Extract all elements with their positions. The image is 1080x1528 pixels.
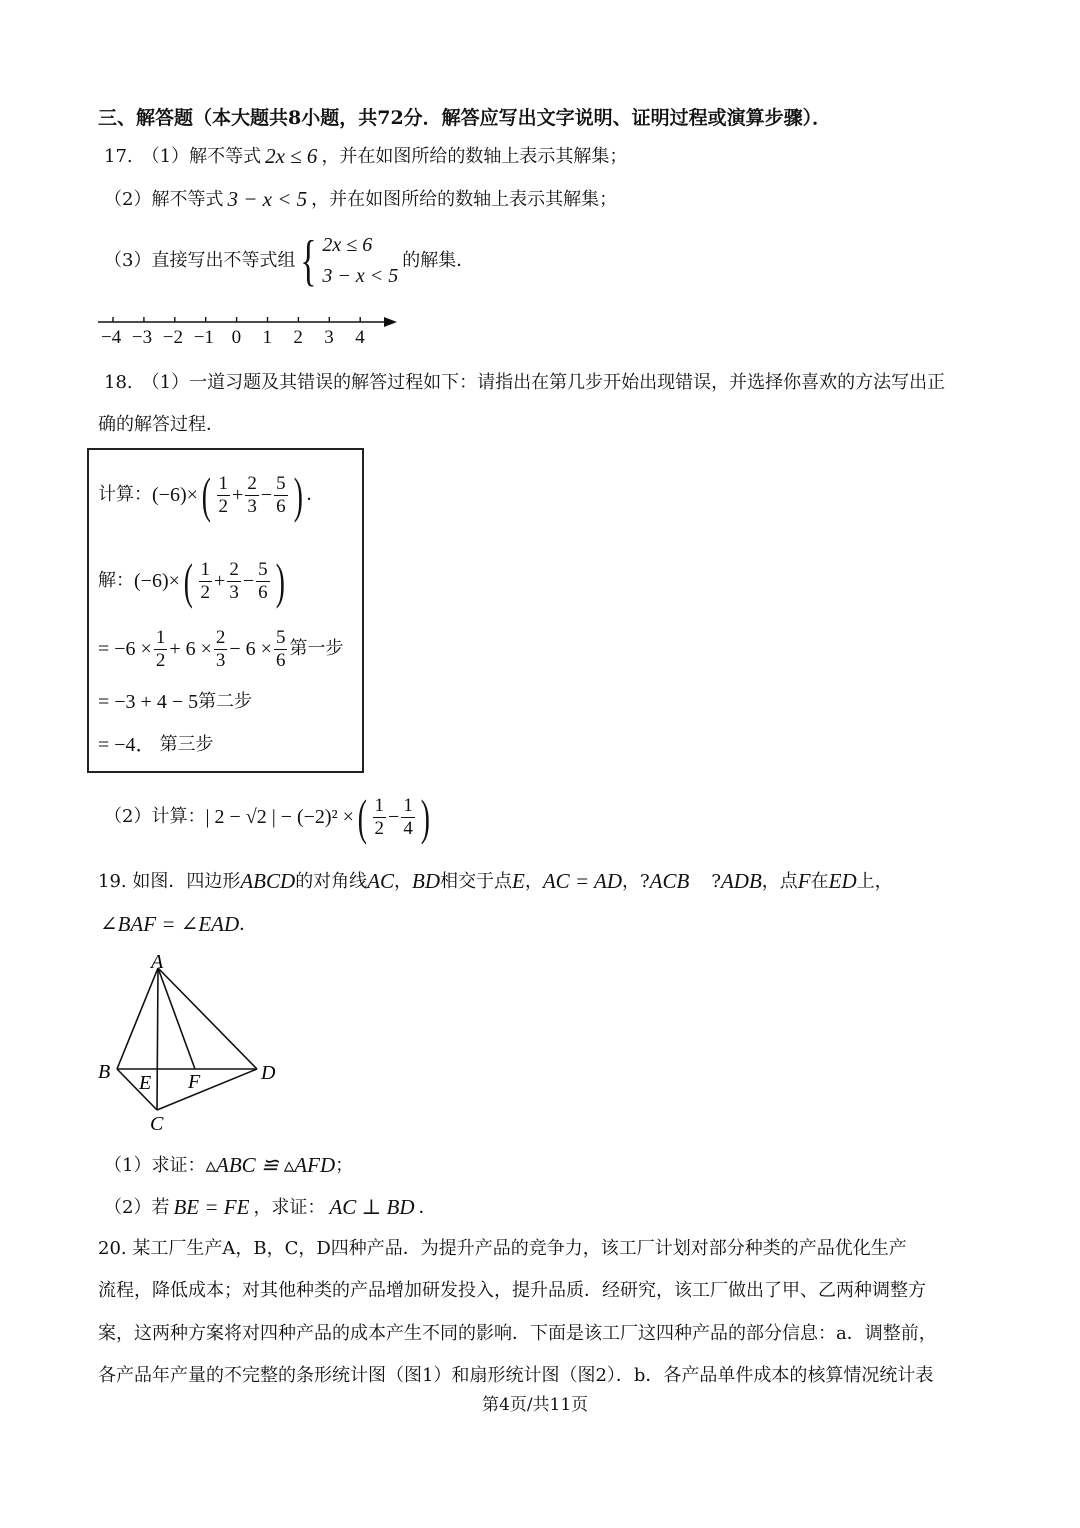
denominator: 6 (258, 581, 268, 603)
denominator: 4 (403, 817, 413, 839)
q20-line3: 案，这两种方案将对四种产品的成本产生不同的影响．下面是该工厂这四种产品的部分信息：a．调整前， (98, 1323, 937, 1344)
segment-AB (117, 968, 158, 1069)
segment-AD (158, 968, 257, 1069)
fraction (401, 796, 415, 839)
fraction (256, 560, 270, 603)
fraction (217, 474, 231, 517)
q17-part2-prefix: （2）解不等式 (104, 188, 224, 210)
numerator: 1 (374, 794, 385, 816)
label-A: A (151, 951, 164, 973)
q17-part3-prefix: （3）直接写出不等式组 (104, 250, 296, 271)
step1-label: 第一步 (289, 638, 344, 660)
number-line-tick-label: −2 (162, 327, 184, 348)
number-line-tick-label: 2 (293, 327, 303, 348)
fraction (274, 474, 288, 517)
q19-text: 19. 如图．四边形 (98, 870, 241, 892)
fraction (199, 560, 213, 603)
q19-part1-suffix: ； (335, 1154, 354, 1176)
step1-part-b: + 6 × (169, 638, 212, 661)
solution-label: 解： (98, 570, 134, 591)
step1-part-a: = −6 × (98, 638, 152, 661)
numerator: 5 (276, 472, 286, 494)
q19-text: 在 (810, 870, 829, 892)
quadrilateral-figure (90, 948, 290, 1138)
step3-label: 第三步 (159, 734, 214, 755)
q17-part3-suffix: 的解集． (402, 250, 475, 271)
q17-part2 (104, 189, 617, 210)
denominator: 2 (374, 817, 385, 839)
right-paren: ) (293, 467, 303, 523)
q17-part1-suffix: ，并在如图所给的数轴上表示其解集； (321, 145, 628, 167)
q19-text: ，? (621, 870, 650, 892)
denominator: 2 (218, 495, 229, 517)
q18-intro-line1: 18. （1）一道习题及其错误的解答过程如下：请指出在第几步开始出现错误，并选择你喜欢的方法写出正 (104, 372, 946, 393)
system-line-2: 3 − x < 5 (322, 265, 399, 287)
system-line-1: 2x ≤ 6 (322, 234, 373, 256)
numerator: 5 (258, 558, 268, 580)
q19-math: ABCD (240, 869, 296, 893)
q19-part1 (104, 1155, 353, 1176)
denominator: 3 (229, 581, 239, 603)
q18-intro-line2: 确的解答过程． (98, 414, 224, 435)
number-line-tick-label: −4 (101, 327, 122, 348)
step2-expr: = −3 + 4 − 5 (98, 691, 199, 713)
q19-part2-expr1: BE = FE (173, 1195, 250, 1219)
q17-part3 (104, 230, 474, 292)
numerator: 5 (275, 627, 286, 648)
q18-part2-prefix: （2）计算： (104, 806, 206, 827)
q19-math: BD (412, 869, 441, 893)
label-B: B (98, 1061, 111, 1083)
numerator: 1 (218, 472, 229, 494)
label-F: F (188, 1071, 201, 1093)
number-line-tick-label: −1 (193, 327, 214, 348)
box-step1 (98, 628, 343, 671)
q19-line2-end: ． (239, 913, 258, 935)
denominator: 6 (275, 649, 286, 671)
segment-CD (157, 1069, 257, 1110)
numerator: 2 (215, 627, 226, 648)
right-paren: ) (420, 789, 430, 845)
q18-part2: （2）计算： | 2 − √2 | − (−2)² × ( $\frac{1}{2}$ − $\frac{1}{4}$ ) (104, 789, 430, 845)
denominator: 6 (276, 495, 286, 517)
q19-part2-suffix: ． (418, 1196, 437, 1218)
fraction (373, 796, 387, 839)
fraction (154, 628, 168, 671)
left-paren: ( (357, 789, 367, 845)
number-line-tick-label: 0 (231, 327, 242, 348)
solution-prefix: (−6)× (134, 570, 180, 592)
fraction (214, 628, 228, 671)
segment-AF (158, 968, 195, 1069)
denominator: 2 (155, 649, 166, 671)
numerator: 1 (155, 627, 166, 648)
box-step2 (98, 692, 252, 712)
numerator: 1 (200, 558, 211, 580)
label-C: C (150, 1113, 164, 1135)
denominator: 2 (200, 581, 211, 603)
q19-text: 上， (856, 870, 893, 892)
number-line-tick-label: 4 (355, 327, 365, 348)
calc-label: 计算： (98, 484, 152, 505)
angle-equality: ∠BAF = ∠EAD (100, 912, 240, 936)
step2-label: 第二步 (198, 691, 253, 712)
right-paren: ) (275, 553, 285, 609)
q19-text: ， (394, 870, 413, 892)
numerator: 1 (403, 794, 413, 816)
q19-part2-expr2: AC ⊥ BD (329, 1195, 415, 1219)
q19-math: AC (367, 869, 395, 893)
numerator: 2 (229, 558, 239, 580)
q19-math: F (797, 869, 811, 893)
q17-part1-prefix: 17. （1）解不等式 (104, 145, 262, 167)
label-D: D (261, 1062, 276, 1084)
q19-text: ，点 (761, 870, 798, 892)
step1-part-c: − 6 × (229, 638, 272, 661)
fraction (274, 628, 288, 671)
q20-line2: 流程，降低成本；对其他种类的产品增加研发投入，提升品质．经研究，该工厂做出了甲、乙两种调整方 (98, 1280, 926, 1301)
left-paren: ( (201, 467, 211, 523)
number-line-tick-label: 3 (324, 327, 334, 348)
q20-line4: 各产品年产量的不完整的条形统计图（图1）和扇形统计图（图2）．b．各产品单件成本的核算情况统计表 (98, 1365, 934, 1386)
q19-math: E (512, 869, 525, 893)
left-paren: ( (183, 553, 193, 609)
calc-end: ． (306, 484, 325, 505)
box-calc-line: 计算： (−6)× ( $\frac{1}{2}$ + $\frac{2}{3}$ − $\frac{5}{6}$ ) ． (98, 467, 325, 523)
q19-part2-mid: ，求证： (253, 1196, 326, 1218)
box-step3 (98, 735, 214, 755)
q19-math: AC = AD (542, 869, 622, 893)
box-solution-line: 解： (−6)× ( $\frac{1}{2}$ + $\frac{2}{3}$ − $\frac{5}{6}$ ) (98, 553, 285, 609)
q19-text: ， (524, 870, 543, 892)
calc-prefix: (−6)× (152, 484, 198, 506)
q19-math: ED (828, 869, 857, 893)
number-line-arrow (384, 317, 397, 327)
label-E: E (139, 1072, 152, 1094)
section-heading: 三、解答题（本大题共8小题，共72分．解答应写出文字说明、证明过程或演算步骤）． (98, 107, 832, 129)
q20-line1: 20. 某工厂生产A，B，C，D四种产品．为提升产品的竞争力，该工厂计划对部分种类的产品优化生产 (98, 1238, 907, 1259)
q19-part1-prefix: （1）求证： (104, 1154, 206, 1176)
fraction (227, 560, 241, 603)
q19-line2 (100, 914, 257, 935)
q19-math: ACB (649, 869, 690, 893)
fraction (245, 474, 259, 517)
denominator: 3 (215, 649, 226, 671)
page-number: 第4页/共11页 (482, 1395, 589, 1415)
q17-part2-suffix: ，并在如图所给的数轴上表示其解集； (311, 188, 618, 210)
numerator: 2 (247, 472, 257, 494)
q17-part1-expr: 2x ≤ 6 (265, 144, 318, 168)
q19-text: 相交于点 (440, 870, 513, 892)
q19-part2 (104, 1197, 437, 1218)
number-line-tick-label: −3 (131, 327, 153, 348)
q19-text: 的对角线 (295, 870, 368, 892)
congruence-expr: ▵ABC ≌ ▵AFD (205, 1153, 336, 1177)
step3-expr: = −4． (98, 734, 156, 756)
number-line-tick-label: 1 (262, 327, 272, 348)
denominator: 3 (247, 495, 257, 517)
q19-line1 (98, 871, 893, 892)
q18-part2-expr: | 2 − √2 | − (−2)² × (205, 806, 354, 828)
q19-math: ADB (720, 869, 762, 893)
q19-part2-prefix: （2）若 (104, 1196, 170, 1218)
q17-part1 (104, 146, 627, 167)
q19-text: ? (711, 870, 721, 892)
inequality-system (322, 230, 398, 292)
left-brace: { (300, 230, 317, 292)
q17-part2-expr: 3 − x < 5 (227, 187, 308, 211)
segment-AC (157, 968, 158, 1110)
